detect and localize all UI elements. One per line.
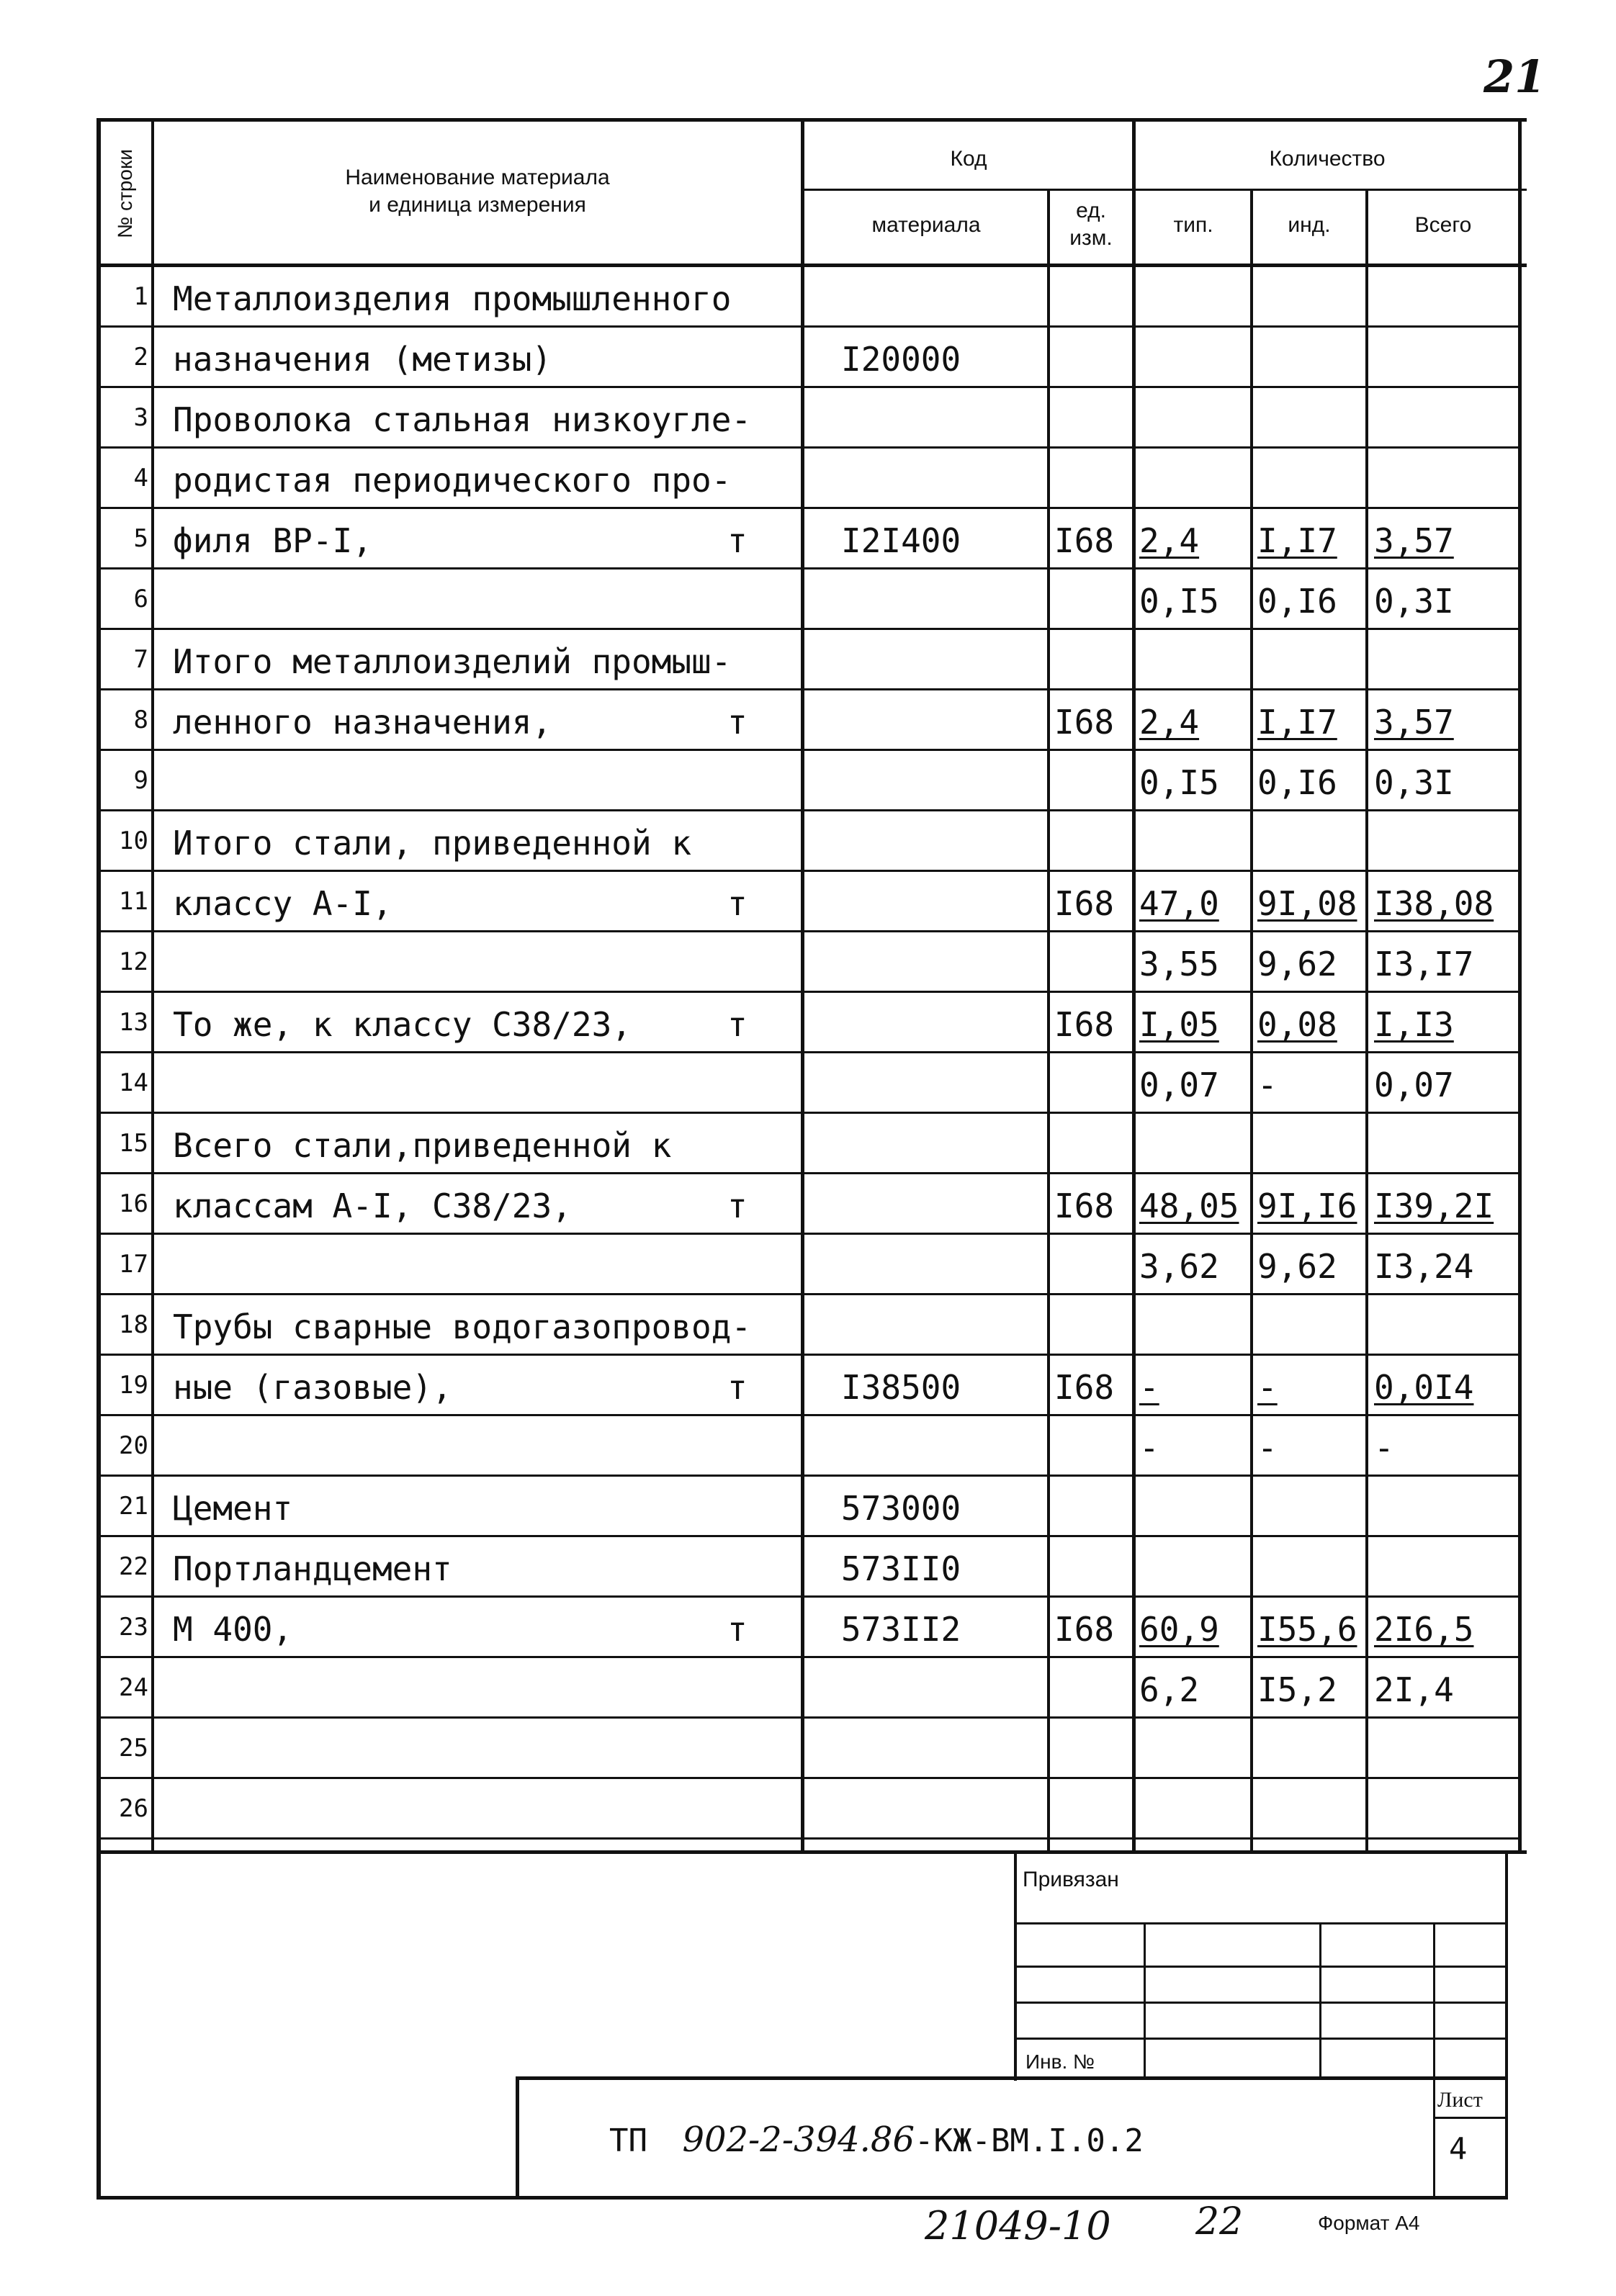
quantity-typ: 47,0 bbox=[1139, 884, 1219, 923]
doc-suffix: -КЖ-ВМ.I.0.2 bbox=[914, 2122, 1144, 2159]
material-name: Итого металлоизделий промыш- bbox=[173, 642, 732, 681]
row-separator bbox=[96, 1656, 1520, 1658]
row-separator bbox=[96, 809, 1520, 811]
quantity-total: I,I3 bbox=[1374, 1005, 1454, 1044]
row-separator bbox=[96, 446, 1520, 449]
quantity-total: 0,3I bbox=[1374, 582, 1454, 621]
quantity-header: Количество bbox=[1269, 147, 1386, 171]
quantity-ind: 9,62 bbox=[1257, 945, 1337, 983]
unit-of-measure: т bbox=[727, 521, 748, 560]
quantity-typ: 48,05 bbox=[1139, 1187, 1239, 1225]
row-number: 8 bbox=[133, 706, 148, 734]
quantity-ind: 0,I6 bbox=[1257, 763, 1337, 802]
quantity-total: I38,08 bbox=[1374, 884, 1494, 923]
row-number: 17 bbox=[119, 1250, 148, 1279]
row-number: 16 bbox=[119, 1189, 148, 1218]
material-name: Металлоизделия промышленного bbox=[173, 279, 732, 318]
format-label: Формат А4 bbox=[1318, 2212, 1420, 2234]
row-number-header: № строки bbox=[114, 149, 136, 238]
quantity-typ: I,05 bbox=[1139, 1005, 1219, 1044]
unit-code: I68 bbox=[1054, 1368, 1115, 1407]
row-separator bbox=[96, 1293, 1520, 1295]
doc-box-left bbox=[516, 2076, 519, 2199]
row-separator bbox=[96, 1112, 1520, 1114]
unit-of-measure: т bbox=[727, 884, 748, 923]
material-name: Всего стали,приведенной к bbox=[173, 1126, 672, 1165]
unit-of-measure: т bbox=[727, 1610, 748, 1649]
quantity-typ: 2,4 bbox=[1139, 521, 1200, 560]
quantity-ind: 0,08 bbox=[1257, 1005, 1337, 1044]
row-separator bbox=[96, 1354, 1520, 1356]
unit-code: I68 bbox=[1054, 1005, 1115, 1044]
stamp-col-c bbox=[1433, 1922, 1435, 2199]
sheet-number: 4 bbox=[1449, 2131, 1468, 2166]
row-number: 19 bbox=[119, 1371, 148, 1400]
row-separator bbox=[96, 507, 1520, 509]
row-number: 4 bbox=[133, 464, 148, 492]
quantity-total: I3,I7 bbox=[1374, 945, 1474, 983]
stamp-right-border bbox=[1505, 1850, 1508, 2199]
ind-header: инд. bbox=[1288, 213, 1331, 237]
col-line-material bbox=[1047, 189, 1050, 1853]
quantity-typ: 3,55 bbox=[1139, 945, 1219, 983]
col-line-name bbox=[801, 118, 804, 1853]
row-number: 22 bbox=[119, 1552, 148, 1581]
material-name: ленного назначения, bbox=[173, 703, 552, 742]
quantity-typ: 0,07 bbox=[1139, 1066, 1219, 1104]
row-number: 18 bbox=[119, 1310, 148, 1339]
row-separator bbox=[96, 991, 1520, 993]
row-number: 25 bbox=[119, 1734, 148, 1762]
material-name: ные (газовые), bbox=[173, 1368, 452, 1407]
unit-header: ед. изм. bbox=[1069, 199, 1113, 250]
material-code: 573000 bbox=[841, 1489, 961, 1528]
row-number: 1 bbox=[133, 282, 148, 311]
quantity-typ: 6,2 bbox=[1139, 1670, 1200, 1709]
row-separator bbox=[96, 1233, 1520, 1235]
quantity-typ: 3,62 bbox=[1139, 1247, 1219, 1286]
total-header: Всего bbox=[1414, 213, 1472, 237]
sheet-label-line bbox=[1433, 2117, 1508, 2119]
quantity-total: 3,57 bbox=[1374, 521, 1454, 560]
col-line-typ bbox=[1250, 189, 1253, 1853]
quantity-ind: 9I,08 bbox=[1257, 884, 1357, 923]
row-separator bbox=[96, 628, 1520, 630]
name-header: Наименование материала и единица измерения bbox=[345, 166, 610, 217]
doc-handwritten: 902-2-394.86 bbox=[682, 2120, 915, 2160]
header-bottom-border bbox=[96, 264, 1527, 267]
quantity-total: I3,24 bbox=[1374, 1247, 1474, 1286]
material-code: 573II0 bbox=[841, 1549, 961, 1588]
row-separator bbox=[96, 325, 1520, 328]
quantity-total: 3,57 bbox=[1374, 703, 1454, 742]
quantity-typ: - bbox=[1139, 1368, 1159, 1407]
material-name: Цемент bbox=[173, 1489, 293, 1528]
material-name: классам А-I, С38/23, bbox=[173, 1187, 572, 1225]
col-line-rownum bbox=[151, 118, 154, 1853]
quantity-total: 0,07 bbox=[1374, 1066, 1454, 1104]
unit-code: I68 bbox=[1054, 1187, 1115, 1225]
quantity-total: I39,2I bbox=[1374, 1187, 1494, 1225]
row-separator bbox=[96, 688, 1520, 690]
inv-label: Инв. № bbox=[1025, 2050, 1095, 2073]
stamp-col-a bbox=[1144, 1922, 1146, 2078]
quantity-typ: - bbox=[1139, 1428, 1159, 1467]
material-name: Проволока стальная низкоугле- bbox=[173, 400, 752, 439]
code-header: Код bbox=[950, 147, 987, 171]
row-separator bbox=[96, 1777, 1520, 1779]
quantity-ind: 9I,I6 bbox=[1257, 1187, 1357, 1225]
footer-number-mid: 22 bbox=[1195, 2200, 1244, 2243]
quantity-total: 2I6,5 bbox=[1374, 1610, 1474, 1649]
row-separator bbox=[96, 1716, 1520, 1719]
material-name: назначения (метизы) bbox=[173, 340, 552, 379]
material-code: I38500 bbox=[841, 1368, 961, 1407]
row-separator bbox=[96, 870, 1520, 872]
material-header: материала bbox=[871, 213, 981, 237]
row-number: 10 bbox=[119, 827, 148, 855]
row-number: 9 bbox=[133, 766, 148, 795]
col-line-right bbox=[1518, 118, 1522, 1853]
footer-number-left: 21049-10 bbox=[925, 2203, 1111, 2248]
code-subheader-line bbox=[804, 189, 1527, 191]
quantity-ind: - bbox=[1257, 1368, 1278, 1407]
quantity-ind: I,I7 bbox=[1257, 521, 1337, 560]
material-code: I2I400 bbox=[841, 521, 961, 560]
material-code: I20000 bbox=[841, 340, 961, 379]
unit-code: I68 bbox=[1054, 521, 1115, 560]
material-name: М 400, bbox=[173, 1610, 293, 1649]
row-number: 5 bbox=[133, 524, 148, 553]
row-separator bbox=[96, 1475, 1520, 1477]
col-line-ind bbox=[1365, 189, 1368, 1853]
unit-code: I68 bbox=[1054, 884, 1115, 923]
document-code bbox=[609, 2120, 1144, 2160]
quantity-ind: I5,2 bbox=[1257, 1670, 1337, 1709]
row-separator bbox=[96, 1535, 1520, 1537]
row-number: 7 bbox=[133, 645, 148, 674]
typ-header: тип. bbox=[1173, 213, 1213, 237]
row-number: 11 bbox=[119, 887, 148, 916]
row-separator bbox=[96, 1414, 1520, 1416]
quantity-total: 2I,4 bbox=[1374, 1670, 1454, 1709]
row-number: 13 bbox=[119, 1008, 148, 1037]
unit-of-measure: т bbox=[727, 1005, 748, 1044]
row-separator bbox=[96, 1172, 1520, 1174]
quantity-ind: 0,I6 bbox=[1257, 582, 1337, 621]
material-name: филя ВР-I, bbox=[173, 521, 372, 560]
stamp-bottom-border bbox=[96, 2196, 1508, 2200]
quantity-typ: 0,I5 bbox=[1139, 582, 1219, 621]
material-code: 573II2 bbox=[841, 1610, 961, 1649]
row-number: 24 bbox=[119, 1673, 148, 1702]
quantity-ind: 9,62 bbox=[1257, 1247, 1337, 1286]
unit-of-measure: т bbox=[727, 703, 748, 742]
quantity-typ: 2,4 bbox=[1139, 703, 1200, 742]
material-name: родистая периодического про- bbox=[173, 461, 732, 500]
material-name: Трубы сварные водогазопровод- bbox=[173, 1307, 752, 1346]
row-separator bbox=[96, 386, 1520, 388]
quantity-total: 0,3I bbox=[1374, 763, 1454, 802]
quantity-total: 0,0I4 bbox=[1374, 1368, 1474, 1407]
doc-box-top bbox=[516, 2076, 1508, 2080]
material-name: классу А-I, bbox=[173, 884, 392, 923]
unit-code: I68 bbox=[1054, 1610, 1115, 1649]
unit-of-measure: т bbox=[727, 1368, 748, 1407]
row-separator bbox=[96, 1837, 1520, 1840]
quantity-ind: - bbox=[1257, 1428, 1278, 1467]
row-number: 6 bbox=[133, 585, 148, 613]
unit-code: I68 bbox=[1054, 703, 1115, 742]
bound-label: Привязан bbox=[1023, 1868, 1119, 1891]
row-number: 20 bbox=[119, 1431, 148, 1460]
row-separator bbox=[96, 1051, 1520, 1053]
quantity-typ: 60,9 bbox=[1139, 1610, 1219, 1649]
table-top-border bbox=[96, 118, 1527, 122]
quantity-ind: - bbox=[1257, 1066, 1278, 1104]
doc-prefix: ТП bbox=[609, 2122, 647, 2159]
unit-of-measure: т bbox=[727, 1187, 748, 1225]
table-bottom-border bbox=[96, 1850, 1527, 1854]
row-number: 12 bbox=[119, 947, 148, 976]
quantity-ind: I,I7 bbox=[1257, 703, 1337, 742]
material-name: Итого стали, приведенной к bbox=[173, 824, 692, 863]
row-number: 23 bbox=[119, 1613, 148, 1642]
row-number: 14 bbox=[119, 1068, 148, 1097]
row-separator bbox=[96, 1595, 1520, 1598]
row-number: 21 bbox=[119, 1492, 148, 1521]
stamp-col-b bbox=[1319, 1922, 1321, 2078]
row-number: 26 bbox=[119, 1794, 148, 1823]
row-separator bbox=[96, 567, 1520, 570]
quantity-total: - bbox=[1374, 1428, 1394, 1467]
sheet-label: Лист bbox=[1437, 2088, 1483, 2112]
quantity-typ: 0,I5 bbox=[1139, 763, 1219, 802]
material-name: То же, к классу С38/23, bbox=[173, 1005, 632, 1044]
row-number: 2 bbox=[133, 343, 148, 372]
quantity-ind: I55,6 bbox=[1257, 1610, 1357, 1649]
row-number: 3 bbox=[133, 403, 148, 432]
row-separator bbox=[96, 749, 1520, 751]
material-name: Портландцемент bbox=[173, 1549, 452, 1588]
col-line-unit bbox=[1132, 118, 1136, 1853]
page-number: 21 bbox=[1483, 50, 1546, 103]
row-number: 15 bbox=[119, 1129, 148, 1158]
row-separator bbox=[96, 930, 1520, 932]
